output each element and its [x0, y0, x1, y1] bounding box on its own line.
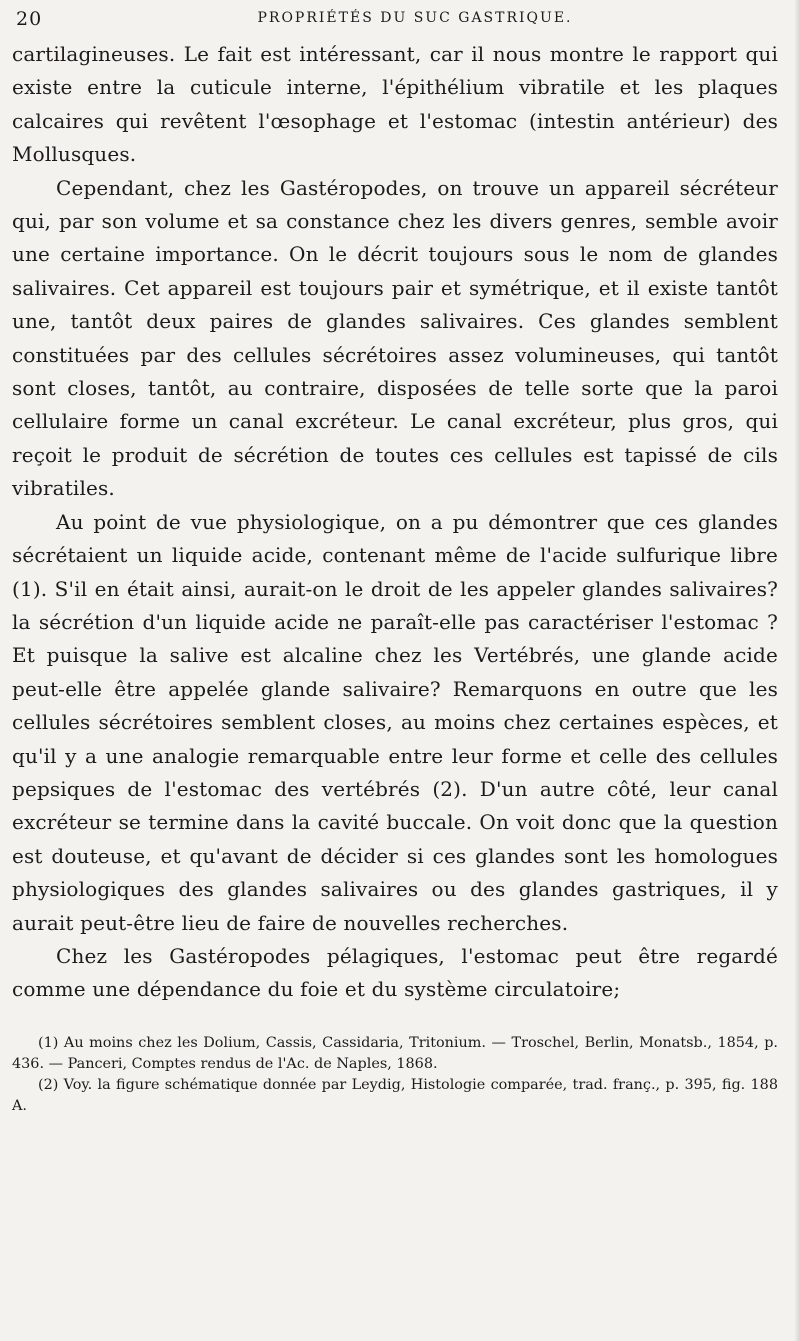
- running-title: PROPRIÉTÉS DU SUC GASTRIQUE.: [257, 10, 573, 26]
- body-text: [12, 38, 778, 1007]
- paragraph-2: Cependant, chez les Gastéropodes, on trouve un appareil sécréteur qui, par son volume et sa constance chez les divers genres, semble avoir une certaine importance. On le décrit toujours sous le nom de glandes salivaires. Cet appareil est toujours pair et symétrique, et il existe tantôt une, tantôt deux paires de glandes salivaires. Ces glandes semblent constituées par des cellules sécrétoires assez volumineuses, qui tantôt sont closes, tantôt, au contraire, disposées de telle sorte que la paroi cellulaire forme un canal excréteur. Le canal excréteur, plus gros, qui reçoit le produit de sécrétion de toutes ces cellules est tapissé de cils vibratiles.: [12, 175, 778, 501]
- page-number: 20: [16, 8, 43, 30]
- paragraph-1: cartilagineuses. Le fait est intéressant, car il nous montre le rapport qui existe entre la cuticule interne, l'épithélium vibratile et les plaques calcaires qui revêtent l'œsophage et l'estomac (intestin antérieur) des Mollusques.: [12, 42, 778, 167]
- page-header: [12, 6, 778, 32]
- paragraph-3: Au point de vue physiologique, on a pu démontrer que ces glandes sécrétaient un liquide acide, contenant même de l'acide sulfurique libre (1). S'il en était ainsi, aurait-on le droit de les appeler glandes salivaires? la sécrétion d'un liquide acide ne paraît-elle pas caractériser l'estomac ? Et puisque la salive est alcaline chez les Vertébrés, une glande acide peut-elle être appelée glande salivaire? Remarquons en outre que les cellules sécrétoires semblent closes, au moins chez certaines espèces, et qu'il y a une analogie remarquable entre leur forme et celle des cellules pepsiques de l'estomac des vertébrés (2). D'un autre côté, leur canal excréteur se termine dans la cavité buccale. On voit donc que la question est douteuse, et qu'avant de décider si ces glandes sont les homologues physiologiques des glandes salivaires ou des glandes gastriques, il y aurait peut-être lieu de faire de nouvelles recherches.: [12, 509, 778, 935]
- footnote-2: (2) Voy. la figure schématique donnée par Leydig, Histologie comparée, trad. franç., p. 395, fig. 188 A.: [12, 1076, 778, 1114]
- page-edge-shadow: [794, 0, 800, 1341]
- footnote-1: (1) Au moins chez les Dolium, Cassis, Cassidaria, Tritonium. — Troschel, Berlin, Monatsb., 1854, p. 436. — Panceri, Comptes rendus de l'Ac. de Naples, 1868.: [12, 1034, 778, 1072]
- footnotes: [12, 1033, 778, 1117]
- paragraph-4: Chez les Gastéropodes pélagiques, l'estomac peut être regardé comme une dépendance du foie et du système circulatoire;: [12, 943, 778, 1002]
